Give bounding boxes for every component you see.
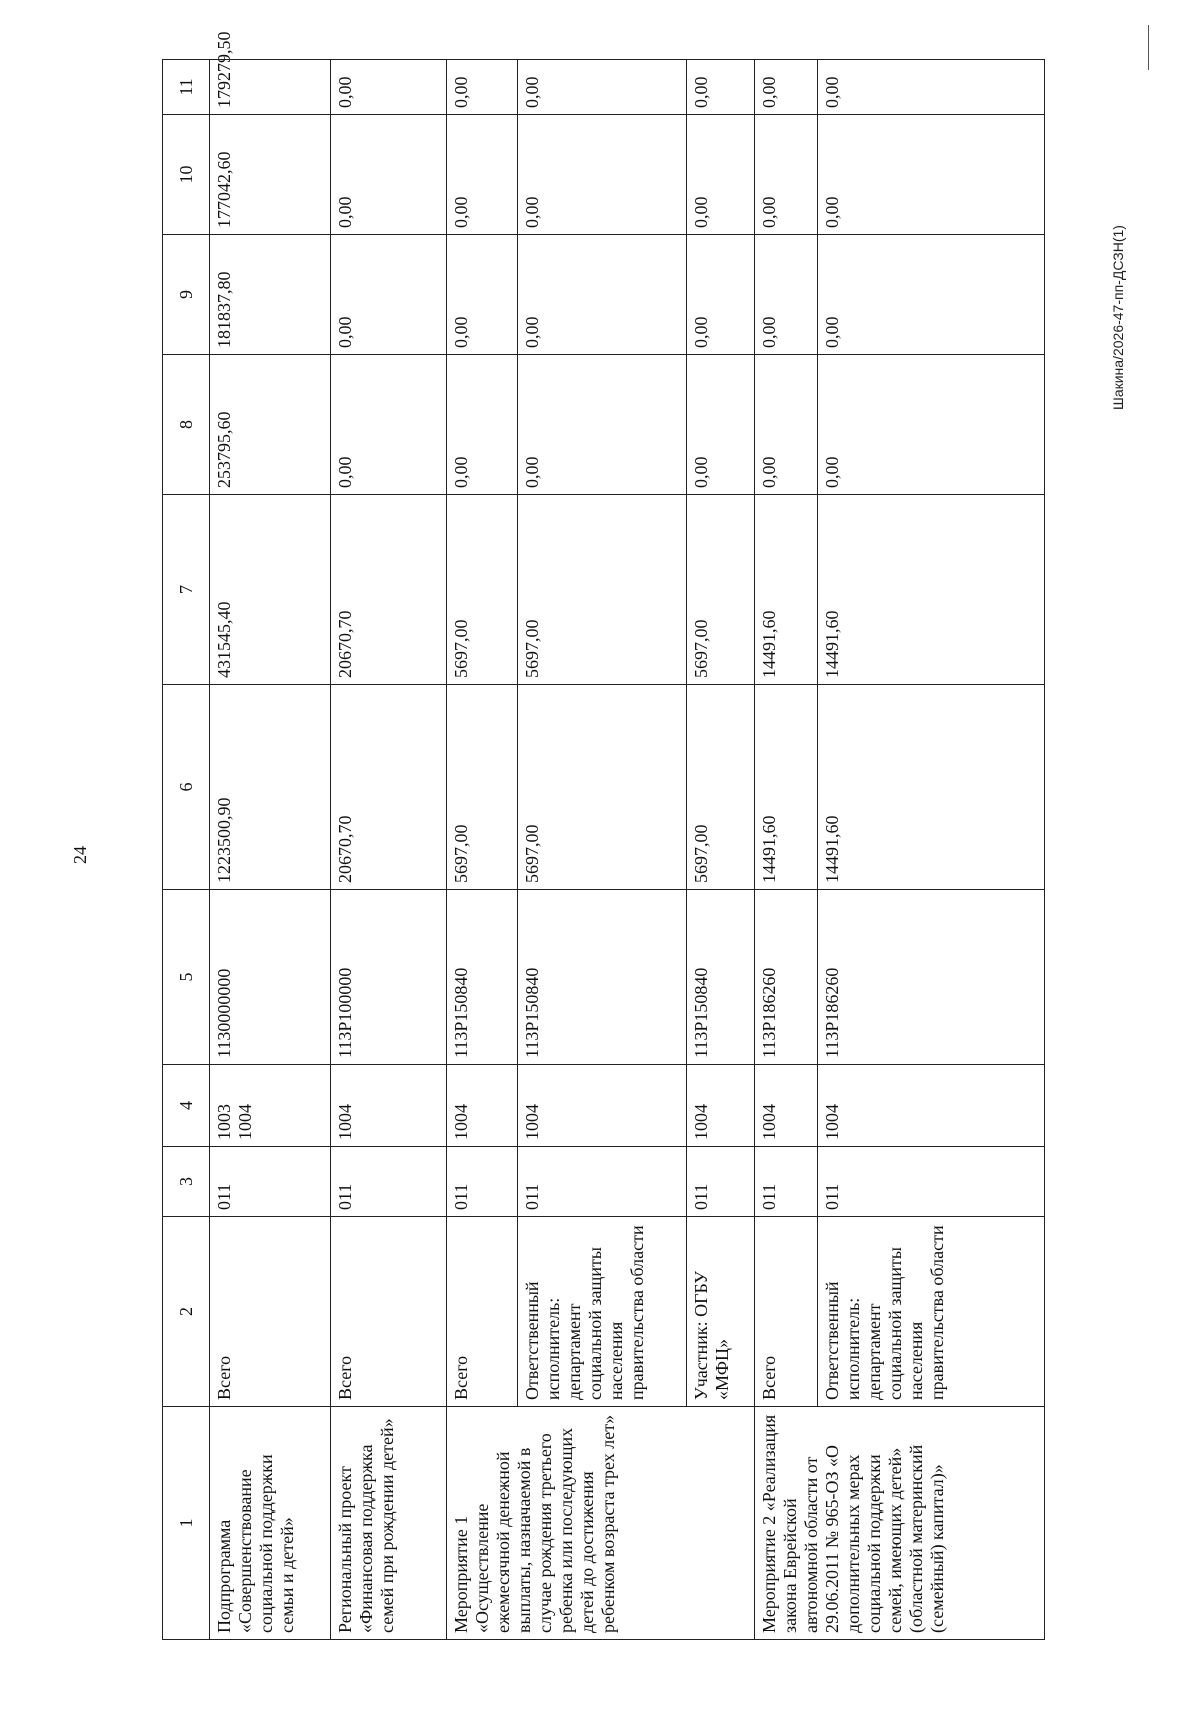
cell-executor: Участник: ОГБУ «МФЦ»	[686, 1217, 754, 1407]
col-header-11: 11	[163, 60, 210, 115]
col-header-10: 10	[163, 115, 210, 235]
budget-table	[162, 31, 1045, 1640]
cell-section-line: 1003	[214, 1104, 234, 1140]
cell-value: 177042,60	[210, 115, 331, 235]
cell-value: 0,00	[754, 235, 817, 355]
cell-value: 0,00	[331, 235, 447, 355]
cell-value: 0,00	[686, 60, 754, 115]
cell-section: 1004	[686, 1065, 754, 1147]
cell-value: 0,00	[686, 355, 754, 495]
cell-value: 5697,00	[518, 685, 687, 890]
cell-value: 14491,60	[754, 495, 817, 685]
cell-value: 181837,80	[210, 235, 331, 355]
cell-section: 1004	[817, 1065, 1044, 1147]
cell-value: 1223500,90	[210, 685, 331, 890]
cell-target: 113P186260	[817, 890, 1044, 1065]
cell-value: 0,00	[754, 115, 817, 235]
cell-value: 431545,40	[210, 495, 331, 685]
cell-value: 253795,60	[210, 355, 331, 495]
cell-target: 113P150840	[446, 890, 517, 1065]
cell-code: 011	[817, 1147, 1044, 1217]
cell-value: 5697,00	[686, 495, 754, 685]
table-row	[817, 60, 1044, 1640]
cell-target: 113P150840	[518, 890, 687, 1065]
col-header-6: 6	[163, 685, 210, 890]
col-header-2: 2	[163, 1217, 210, 1407]
row-name: Региональный проект «Финансовая поддержка семей при рождении детей»	[331, 1407, 447, 1640]
cell-value: 5697,00	[446, 495, 517, 685]
cell-value: 0,00	[754, 60, 817, 115]
col-header-3: 3	[163, 1147, 210, 1217]
col-header-4: 4	[163, 1065, 210, 1147]
col-header-8: 8	[163, 355, 210, 495]
cell-section: 1004	[754, 1065, 817, 1147]
cell-executor: Всего	[331, 1217, 447, 1407]
cell-value: 0,00	[446, 115, 517, 235]
cell-value: 0,00	[817, 115, 1044, 235]
table-row	[518, 60, 687, 1640]
table-row	[446, 60, 517, 1640]
header-row	[163, 60, 210, 1640]
cell-code: 011	[446, 1147, 517, 1217]
margin-line	[1148, 25, 1149, 70]
cell-value: 0,00	[817, 235, 1044, 355]
cell-value: 5697,00	[686, 685, 754, 890]
col-header-5: 5	[163, 890, 210, 1065]
row-name: Подпрограмма «Совершенствование социальной поддержки семьи и детей»	[210, 1407, 331, 1640]
cell-code: 011	[210, 1147, 331, 1217]
cell-executor: Ответственный исполнитель: департамент социальной защиты населения правительства области	[817, 1217, 1044, 1407]
page-number: 24	[70, 846, 90, 864]
cell-value: 0,00	[446, 60, 517, 115]
table-row	[686, 60, 754, 1640]
cell-value: 0,00	[331, 355, 447, 495]
document-reference-code: Шакина/2026-47-пп-ДСЗН(1)	[1110, 225, 1126, 410]
cell-value: 14491,60	[754, 685, 817, 890]
table-row	[754, 60, 817, 1640]
cell-section: 1004	[446, 1065, 517, 1147]
cell-value: 0,00	[446, 235, 517, 355]
cell-value: 20670,70	[331, 685, 447, 890]
cell-section: 1004	[331, 1065, 447, 1147]
cell-value: 14491,60	[817, 495, 1044, 685]
table-row	[331, 60, 447, 1640]
cell-executor: Всего	[210, 1217, 331, 1407]
cell-value: 0,00	[518, 60, 687, 115]
cell-value: 0,00	[446, 355, 517, 495]
cell-value: 14491,60	[817, 685, 1044, 890]
cell-value: 0,00	[686, 115, 754, 235]
cell-value: 5697,00	[518, 495, 687, 685]
cell-value: 20670,70	[331, 495, 447, 685]
col-header-9: 9	[163, 235, 210, 355]
cell-executor: Всего	[446, 1217, 517, 1407]
cell-code: 011	[754, 1147, 817, 1217]
col-header-1: 1	[163, 1407, 210, 1640]
cell-value: 0,00	[817, 60, 1044, 115]
cell-value: 179279,50	[210, 60, 331, 115]
cell-value: 0,00	[754, 355, 817, 495]
cell-value: 0,00	[518, 235, 687, 355]
cell-target: 1130000000	[210, 890, 331, 1065]
table-row	[210, 60, 331, 1640]
col-header-7: 7	[163, 495, 210, 685]
cell-target: 113P186260	[754, 890, 817, 1065]
cell-section	[210, 1065, 331, 1147]
cell-value: 0,00	[331, 60, 447, 115]
row-name: Мероприятие 1 «Осуществление ежемесячной денежной выплаты, назначаемой в случае рождения третьего ребенка или последующих детей до достижения ребенком возраста трех лет»	[446, 1407, 754, 1640]
cell-value: 5697,00	[446, 685, 517, 890]
cell-value: 0,00	[686, 235, 754, 355]
cell-executor: Ответственный исполнитель: департамент социальной защиты населения правительства области	[518, 1217, 687, 1407]
cell-code: 011	[331, 1147, 447, 1217]
cell-value: 0,00	[518, 355, 687, 495]
cell-value: 0,00	[817, 355, 1044, 495]
cell-target: 113P150840	[686, 890, 754, 1065]
cell-target: 113P100000	[331, 890, 447, 1065]
cell-code: 011	[686, 1147, 754, 1217]
cell-section: 1004	[518, 1065, 687, 1147]
cell-section-line: 1004	[235, 1104, 255, 1140]
cell-executor: Всего	[754, 1217, 817, 1407]
cell-code: 011	[518, 1147, 687, 1217]
cell-value: 0,00	[331, 115, 447, 235]
row-name: Мероприятие 2 «Реализация закона Еврейской автономной области от 29.06.2011 № 965-ОЗ «О дополнительных мерах социальной поддержки семей, имеющих детей» (областной материнский (семейный) капитал)»	[754, 1407, 1044, 1640]
cell-value: 0,00	[518, 115, 687, 235]
